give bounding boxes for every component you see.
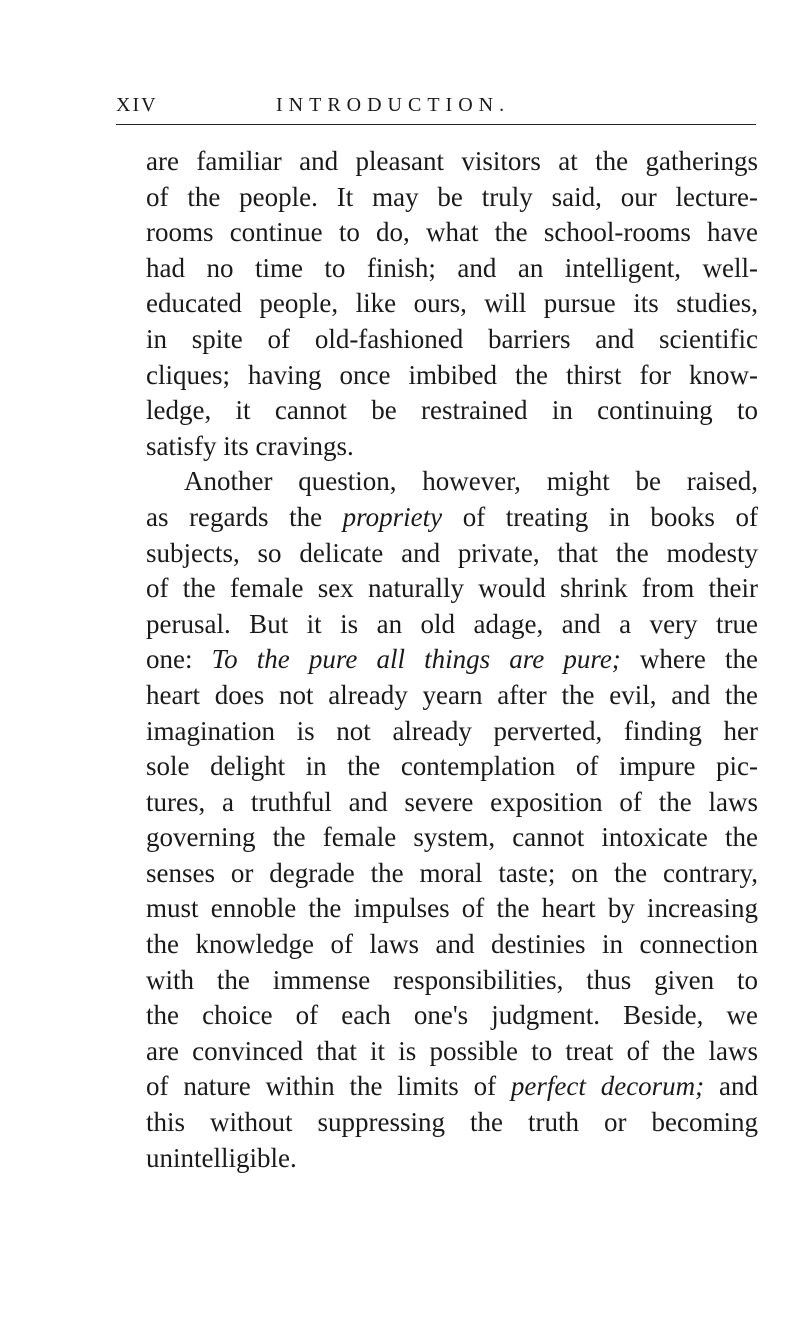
text-line: are convinced that it is possible to treat of the laws <box>146 1035 758 1066</box>
text-run: and <box>704 1071 758 1102</box>
text-run: one: <box>146 644 212 675</box>
text-run: as regards the <box>146 501 343 532</box>
text-line: rooms continue to do, what the school-rooms have <box>146 217 758 248</box>
text-line: unintelligible. <box>146 1142 297 1173</box>
text-line: tures, a truthful and severe exposition of the laws <box>146 786 758 817</box>
text-line: this without suppressing the truth or becoming <box>146 1107 758 1138</box>
emphasis-propriety: propriety <box>342 501 443 532</box>
text-line: imagination is not already perverted, finding her <box>146 715 758 746</box>
text-line: ledge, it cannot be restrained in continuing to <box>146 395 758 426</box>
paragraph-2 <box>146 464 758 1176</box>
text-line: in spite of old-fashioned barriers and scientific <box>146 323 758 354</box>
text-line: the knowledge of laws and destinies in connection <box>146 929 758 960</box>
text-line: Another question, however, might be raised, <box>184 466 758 497</box>
body-text <box>146 144 758 1176</box>
paragraph-1 <box>146 144 758 464</box>
text-run: where the <box>620 644 758 675</box>
text-line: with the immense responsibilities, thus given to <box>146 964 758 995</box>
page-header <box>116 94 756 128</box>
text-line: the choice of each one's judgment. Beside, we <box>146 1000 758 1031</box>
header-rule <box>116 124 756 125</box>
emphasis-decorum: perfect decorum; <box>510 1071 705 1102</box>
text-line: must ennoble the impulses of the heart by increasing <box>146 893 758 924</box>
text-line: of the female sex naturally would shrink from their <box>146 573 758 604</box>
page-number: XIV <box>116 94 158 116</box>
text-run: of treating in books of <box>442 501 758 532</box>
text-line: educated people, like ours, will pursue its studies, <box>146 288 758 319</box>
text-line: cliques; having once imbibed the thirst for know- <box>146 359 758 390</box>
text-line <box>146 500 758 536</box>
text-line: heart does not already yearn after the evil, and the <box>146 679 758 710</box>
text-line: subjects, so delicate and private, that the modesty <box>146 537 758 568</box>
text-line: perusal. But it is an old adage, and a very true <box>146 608 758 639</box>
text-line: are familiar and pleasant visitors at the gatherings <box>146 146 758 176</box>
text-run: of nature within the limits of <box>146 1071 511 1102</box>
text-line: had no time to finish; and an intelligent, well- <box>146 252 758 283</box>
text-line: governing the female system, cannot intoxicate the <box>146 822 758 853</box>
running-head: INTRODUCTION. <box>276 94 511 116</box>
emphasis-quote: To the pure all things are pure; <box>211 644 621 675</box>
text-line: satisfy its cravings. <box>146 430 354 461</box>
text-line: sole delight in the contemplation of impure pic- <box>146 751 758 782</box>
text-line: of the people. It may be truly said, our lecture- <box>146 181 758 212</box>
text-line <box>146 642 758 678</box>
text-line <box>146 1069 758 1105</box>
text-line: senses or degrade the moral taste; on the contrary, <box>146 857 758 888</box>
